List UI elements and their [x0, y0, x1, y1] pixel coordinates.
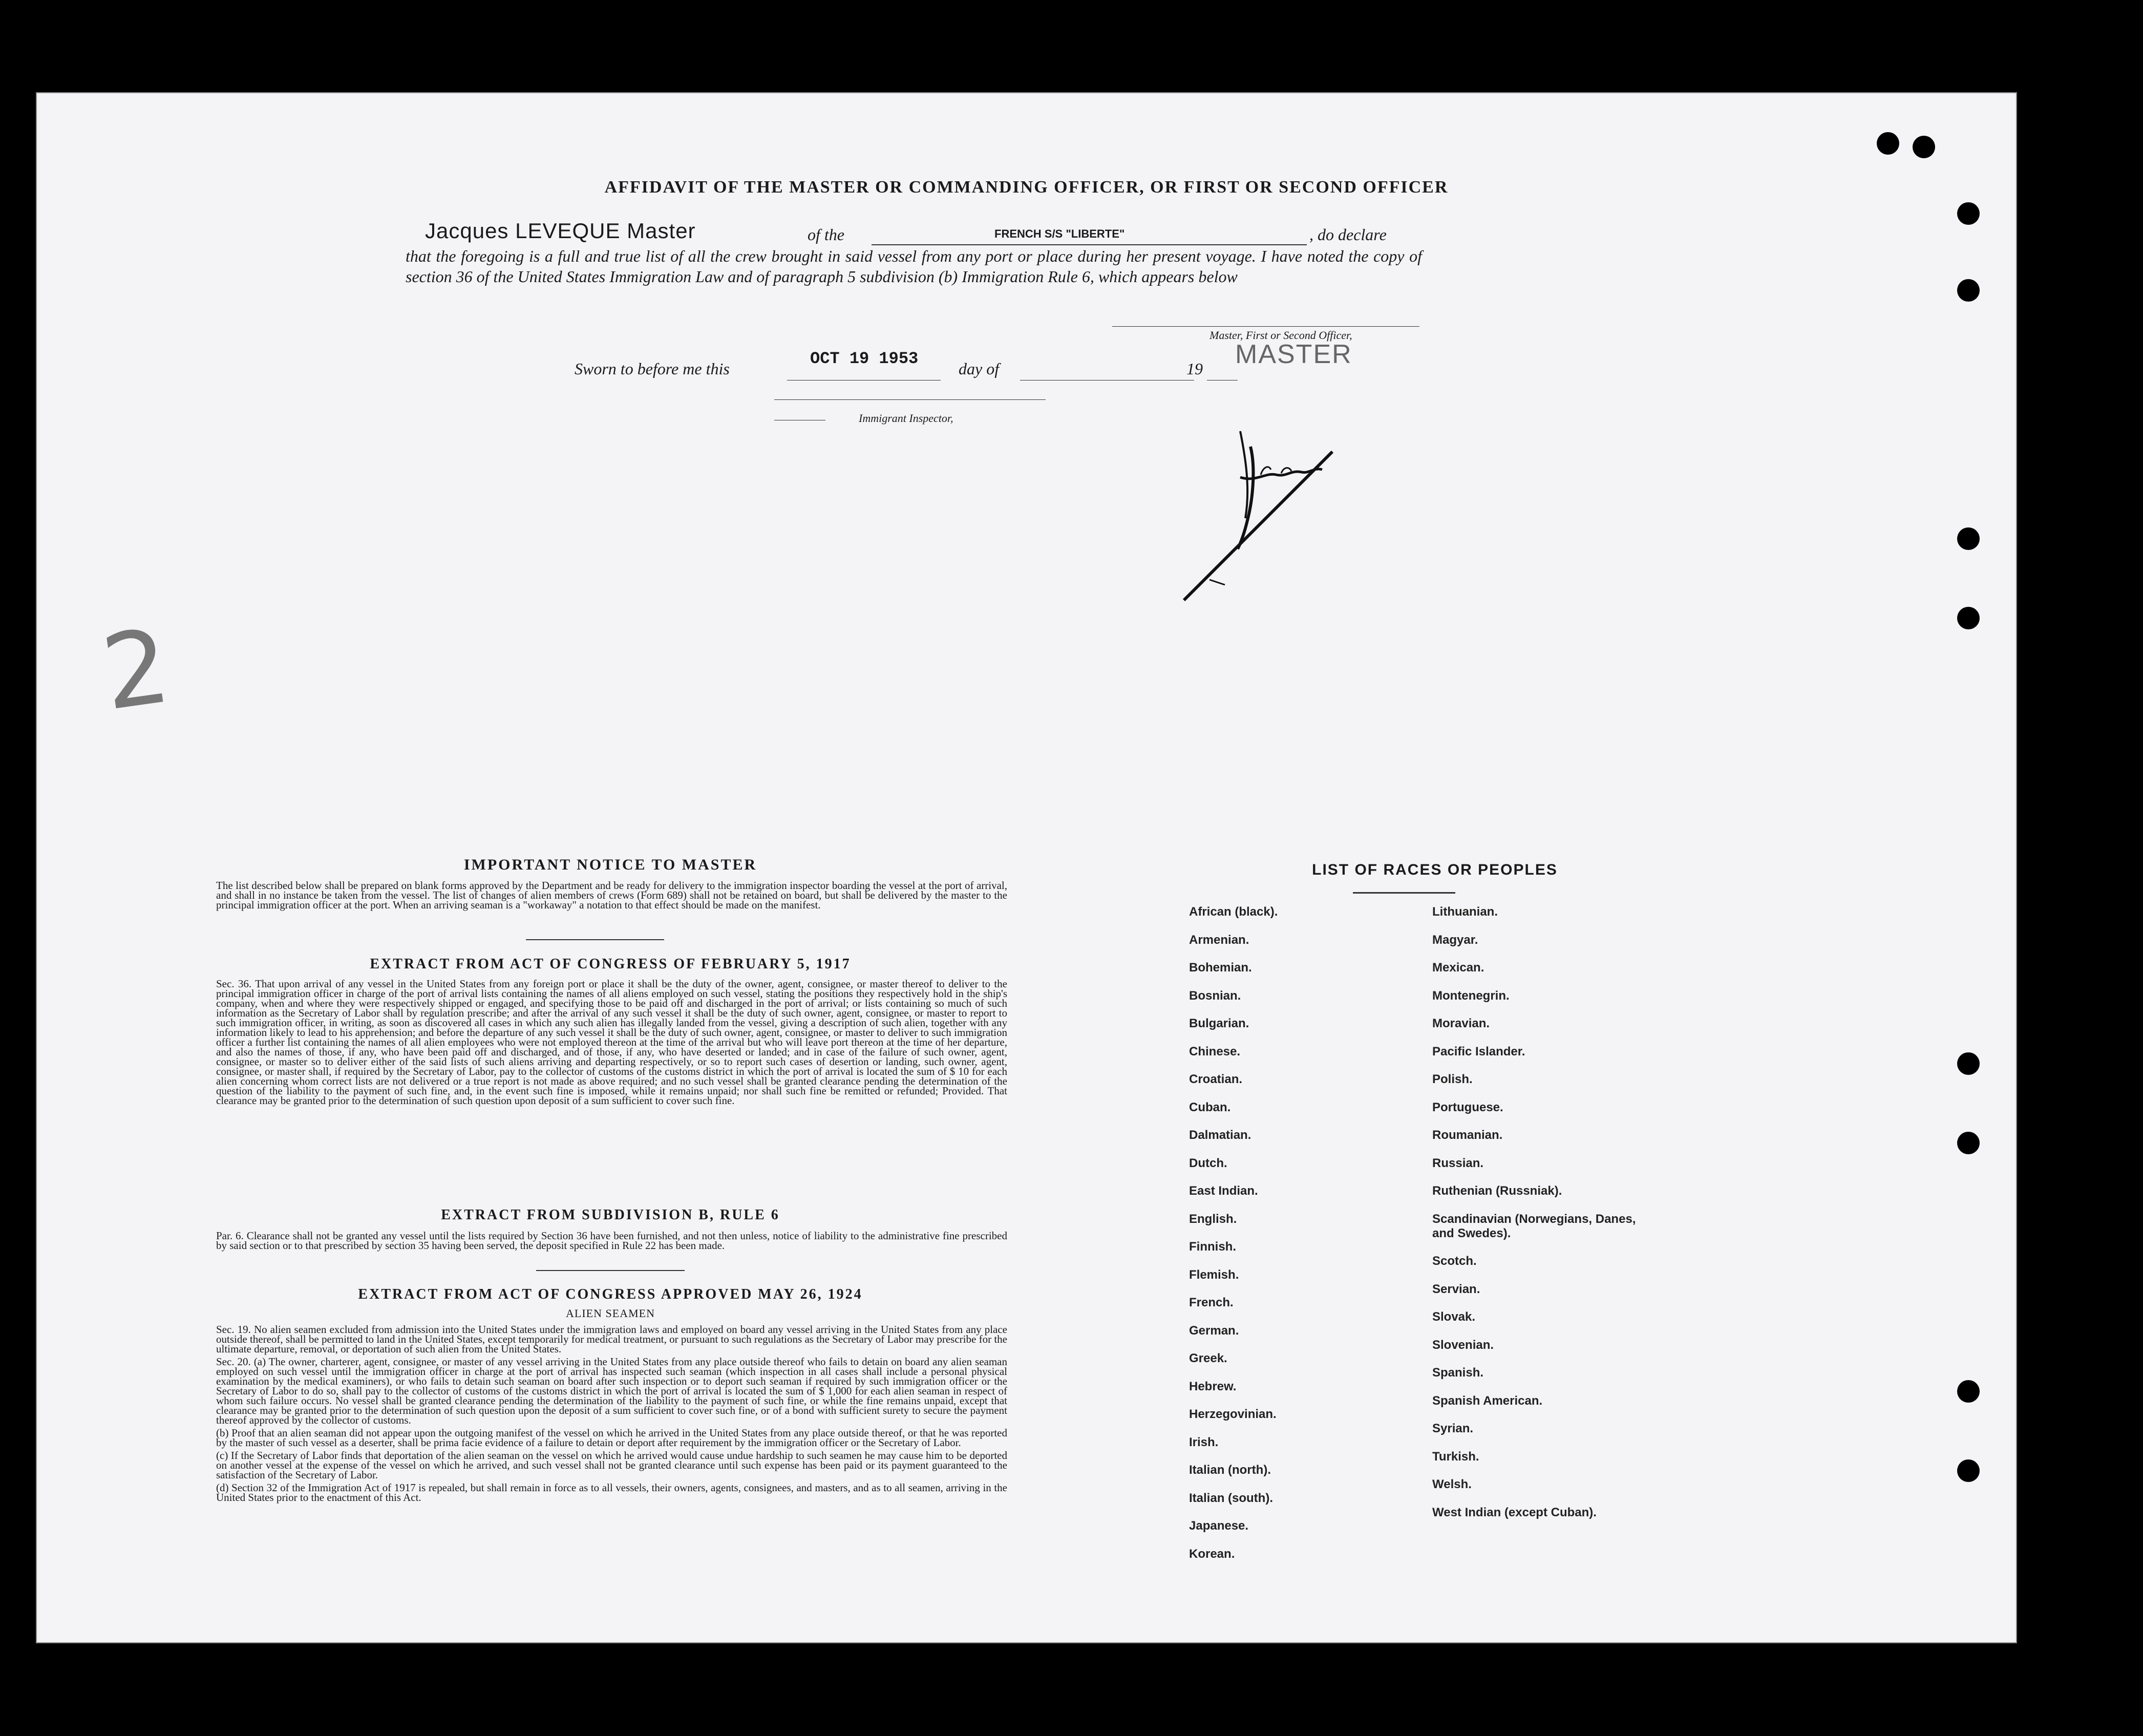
master-name: Jacques LEVEQUE Master	[425, 219, 696, 243]
race-item: Japanese.	[1189, 1519, 1249, 1533]
race-item: Italian (south).	[1189, 1491, 1273, 1505]
races-title: LIST OF RACES OR PEOPLES	[1312, 861, 1558, 878]
punch-hole	[1957, 279, 1980, 302]
punch-hole	[1957, 1380, 1980, 1403]
race-item: English.	[1189, 1212, 1237, 1226]
race-item: Spanish American.	[1432, 1393, 1543, 1408]
extract3-paragraph: (c) If the Secretary of Labor finds that deportation of the alien seaman on the vessel on which he arrived would cause undue hardship to such seamen he may cause him to be deported on another vessel at the expense of the vessel on which he arrived, and such vessel shall not be granted clearance until such expense has been paid or its payment guaranteed to the satisfaction of the Secretary of Labor.	[216, 1449, 1007, 1481]
race-item: Welsh.	[1432, 1477, 1472, 1491]
race-item: Portuguese.	[1432, 1100, 1503, 1114]
race-item: Irish.	[1189, 1435, 1219, 1449]
race-item: Bohemian.	[1189, 961, 1252, 975]
punch-hole	[1913, 136, 1935, 158]
punch-hole	[1957, 607, 1980, 629]
race-item: Slovak.	[1432, 1310, 1476, 1324]
race-item: Hebrew.	[1189, 1379, 1237, 1393]
date-stamp: OCT 19 1953	[810, 349, 919, 368]
race-item: Syrian.	[1432, 1422, 1474, 1435]
race-item: Spanish.	[1432, 1366, 1484, 1380]
race-item: Servian.	[1432, 1282, 1480, 1296]
master-signature	[1179, 365, 1394, 610]
race-item: Montenegrin.	[1432, 988, 1510, 1003]
race-item: Bulgarian.	[1189, 1017, 1249, 1030]
race-item: Flemish.	[1189, 1267, 1239, 1282]
punch-hole	[1877, 132, 1899, 155]
race-item: Chinese.	[1189, 1044, 1241, 1058]
extract3-paragraph: (b) Proof that an alien seaman did not appear upon the outgoing manifest of the vessel on which he arrived in the United States from any place outside thereof, or that he was reported by the master of such vessel as a deserter, shall be prima facie evidence of a failure to detain or deport after requirement by the immigration officer or the Secretary of Labor.	[216, 1427, 1007, 1449]
race-item: Croatian.	[1189, 1072, 1243, 1086]
race-item: Armenian.	[1189, 933, 1249, 947]
year-prefix: 19	[1186, 359, 1203, 378]
race-item: Turkish.	[1432, 1449, 1479, 1464]
extract1-text: Sec. 36. That upon arrival of any vessel in the United States from any foreign port or place it shall be the duty of the owner, agent, consignee, or master thereof to deliver to the principal immigration officer in charge of the port of arrival lists containing the names of all aliens employed on such vessel, stating the positions they respectively hold in the ship's company, when and where they were respectively shipped or engaged, and specifying those to be paid off and discharged in the port of arrival; or lists containing so much of such information as the Secretary of Labor shall by regulation prescribe; and after the arrival of any such vessel it shall be the duty of such owner, agent, consignee, or master to report to such immigration officer, in writing, as soon as discovered all cases in which any such alien has illegally landed from the vessel, giving a description of such alien, together with any information likely to lead to his apprehension; and before the departure of any such vessel it shall be the duty of such owner, agent, consignee, or master to deliver to such immigration officer a further list containing the names of all alien employees who were not employed thereon at the time of the arrival but who will leave port thereon at the time of her departure, and also the names of those, if any, who have been paid off and discharged, and of those, if any, who have deserted or landed; and in case of the failure of such owner, agent, consignee, or master so to deliver either of the said lists of such aliens arriving and departing respectively, or so to report such cases of desertion or landing, such owner, agent, consignee, or master shall, if required by the Secretary of Labor, pay to the collector of customs of the customs district in which the port of arrival is located the sum of $ 10 for each alien concerning whom correct lists are not delivered or a true report is not made as above required; and no such vessel shall be granted clearance pending the determination of the question of the liability to the payment of such fine, and, in the event such fine is imposed, while it remains unpaid; nor shall such fine be remitted or refunded; Provided. That clearance may be granted prior to the determination of such question upon deposit of a sum sufficient to cover such fine.	[216, 978, 1007, 1107]
margin-mark: 2	[95, 606, 177, 734]
race-item: Italian (north).	[1189, 1463, 1271, 1477]
extract3-paragraph: Sec. 19. No alien seamen excluded from admission into the United States under the immigration laws and employed on board any vessel arriving in the United States from any place outside thereof, shall be permitted to land in the United States, except temporarily for medical treatment, or pursuant to such regulations as the Secretary of Labor may prescribe for the ultimate departure, removal, or deportation of such alien from the United States.	[216, 1323, 1007, 1355]
punch-hole	[1957, 202, 1980, 225]
race-item: Greek.	[1189, 1351, 1227, 1365]
race-item: Cuban.	[1189, 1100, 1231, 1114]
affidavit-body: that the foregoing is a full and true list of all the crew brought in said vessel from any port or place during her present voyage. I have noted the copy of section 36 of the United States Immigration Law and of paragraph 5 subdivision (b) Immigration Rule 6, which appears below	[406, 247, 1422, 286]
officer-caption: Master, First or Second Officer,	[1210, 329, 1352, 342]
extract3-paragraph: (d) Section 32 of the Immigration Act of 1917 is repealed, but shall remain in force as to all vessels, their owners, agents, consignees, and masters, and as to all seamen, arriving in the United States prior to the enactment of this Act.	[216, 1481, 1007, 1504]
race-item: Bosnian.	[1189, 988, 1241, 1003]
race-item: West Indian (except Cuban).	[1432, 1505, 1597, 1519]
extract3-text	[216, 1325, 1007, 1506]
race-item: Roumanian.	[1432, 1128, 1503, 1142]
do-declare-text: , do declare	[1309, 225, 1387, 244]
inspector-line	[774, 399, 1046, 400]
extract1-title: EXTRACT FROM ACT OF CONGRESS OF FEBRUARY 5, 1917	[370, 956, 851, 972]
officer-stamp: MASTER	[1235, 340, 1352, 369]
punch-hole	[1957, 1459, 1980, 1482]
punch-hole	[1957, 527, 1980, 550]
race-item: Korean.	[1189, 1547, 1235, 1561]
race-item: Russian.	[1432, 1156, 1484, 1170]
extract3-rule	[536, 1270, 685, 1271]
punch-hole	[1957, 1132, 1980, 1154]
race-item: Moravian.	[1432, 1017, 1490, 1030]
race-item: French.	[1189, 1296, 1234, 1309]
race-item: Scandinavian (Norwegians, Danes, and Swedes).	[1432, 1212, 1636, 1240]
race-item: Lithuanian.	[1432, 905, 1498, 919]
race-item: African (black).	[1189, 905, 1278, 919]
race-item: Slovenian.	[1432, 1338, 1494, 1352]
race-item: Dutch.	[1189, 1156, 1227, 1170]
document-page	[36, 92, 2017, 1643]
race-item: East Indian.	[1189, 1184, 1258, 1198]
extract3-paragraph: Sec. 20. (a) The owner, charterer, agent, consignee, or master of any vessel arriving in the United States from any place outside thereof who fails to detain on board any alien seaman employed on such vessel until the immigration officer in charge at the port of arrival has inspected such seaman (which inspection in all cases shall include a personal physical examination by the medical examiners), or who fails to detain such seaman on board after such inspection or to deport such seaman if required by such immigration officer or the Secretary of Labor to do so, shall pay to the collector of customs of the customs district in which the port of arrival is located the sum of $ 1,000 for each alien seaman in respect of whom such failure occurs. No vessel shall be granted clearance pending the determination of the liability to the payment of such fine, or while the fine remains unpaid, except that clearance may be granted prior to the determination of such question upon the deposit of a sum sufficient to cover such fine, or of a bond with sufficient surety to secure the payment thereof approved by the collector of customs.	[216, 1356, 1007, 1426]
notice-title: IMPORTANT NOTICE TO MASTER	[463, 856, 757, 873]
notice-text: The list described below shall be prepared on blank forms approved by the Department and be ready for delivery to the immigration inspector boarding the vessel at the port of arrival, and shall in no instance be taken from the vessel. The list of changes of alien members of crews (Form 689) shall not be retained on board, but shall be delivered by the master to the principal immigration officer at the port. When an arriving seaman is a "workaway" a notation to that effect should be made on the manifest.	[216, 879, 1007, 911]
punch-hole	[1957, 1052, 1980, 1075]
affidavit-title: AFFIDAVIT OF THE MASTER OR COMMANDING OFFICER, OR FIRST OR SECOND OFFICER	[604, 178, 1449, 197]
race-item: Ruthenian (Russniak).	[1432, 1184, 1562, 1198]
race-item: Mexican.	[1432, 961, 1484, 975]
race-item: German.	[1189, 1323, 1239, 1338]
extract1-rule	[526, 939, 664, 940]
officer-line	[1112, 326, 1419, 327]
day-of-text: day of	[959, 359, 1000, 378]
extract2-title: EXTRACT FROM SUBDIVISION B, RULE 6	[441, 1207, 780, 1223]
race-item: Pacific Islander.	[1432, 1044, 1525, 1058]
race-item: Dalmatian.	[1189, 1128, 1251, 1142]
race-item: Polish.	[1432, 1072, 1473, 1086]
race-item: Finnish.	[1189, 1240, 1236, 1254]
races-title-rule	[1353, 892, 1455, 894]
vessel-name: FRENCH S/S "LIBERTE"	[994, 227, 1125, 240]
vessel-line	[872, 244, 1307, 245]
extract3-title: EXTRACT FROM ACT OF CONGRESS APPROVED MAY 26, 1924	[358, 1286, 863, 1302]
race-item: Herzegovinian.	[1189, 1407, 1277, 1421]
extract2-text: Par. 6. Clearance shall not be granted any vessel until the lists required by Section 36 have been furnished, and not then unless, notice of liability to the administrative fine prescribed by said section or to that prescribed by section 35 having been served, the deposit specified in Rule 22 has been made.	[216, 1230, 1007, 1252]
race-item: Magyar.	[1432, 933, 1478, 947]
extract3-subtitle: ALIEN SEAMEN	[566, 1307, 655, 1320]
of-the-text: of the	[808, 225, 844, 244]
race-item: Scotch.	[1432, 1254, 1477, 1268]
inspector-caption: Immigrant Inspector,	[859, 412, 953, 425]
sworn-text: Sworn to before me this	[575, 359, 730, 378]
